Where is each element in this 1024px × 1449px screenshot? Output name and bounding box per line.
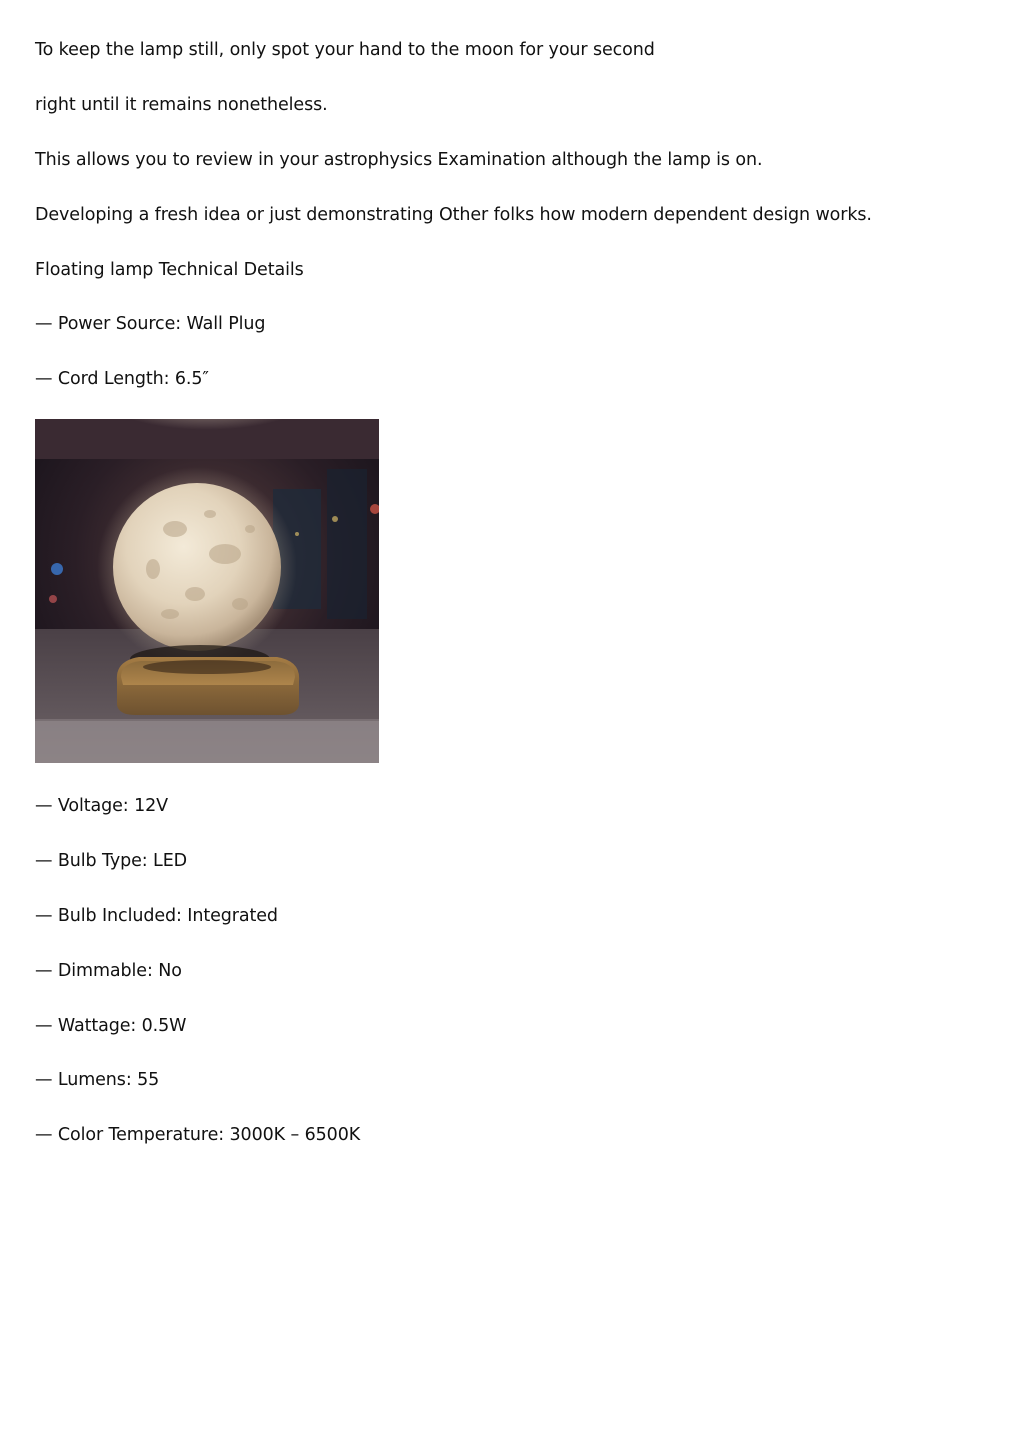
spec-power-source: — Power Source: Wall Plug: [35, 314, 266, 334]
spec-color-temperature: — Color Temperature: 3000K – 6500K: [35, 1125, 361, 1145]
moon-lamp-illustration: [35, 419, 379, 763]
paragraph-keep-lamp-still: To keep the lamp still, only spot your hand to the moon for your second: [35, 40, 655, 60]
moon-lamp-photo: [35, 419, 379, 763]
spec-cord-length: — Cord Length: 6.5″: [35, 369, 209, 389]
spec-bulb-type: — Bulb Type: LED: [35, 851, 188, 871]
section-heading-technical-details: Floating lamp Technical Details: [35, 260, 304, 280]
spec-dimmable: — Dimmable: No: [35, 961, 182, 981]
paragraph-astrophysics-exam: This allows you to review in your astrophysics Examination although the lamp is on.: [35, 150, 763, 170]
paragraph-remains-nonetheless: right until it remains nonetheless.: [35, 95, 328, 115]
spec-voltage: — Voltage: 12V: [35, 796, 169, 816]
spec-lumens: — Lumens: 55: [35, 1070, 160, 1090]
spec-wattage: — Wattage: 0.5W: [35, 1016, 187, 1036]
spec-bulb-included: — Bulb Included: Integrated: [35, 906, 278, 926]
paragraph-fresh-idea: Developing a fresh idea or just demonstrating Other folks how modern dependent design works.: [35, 205, 872, 225]
